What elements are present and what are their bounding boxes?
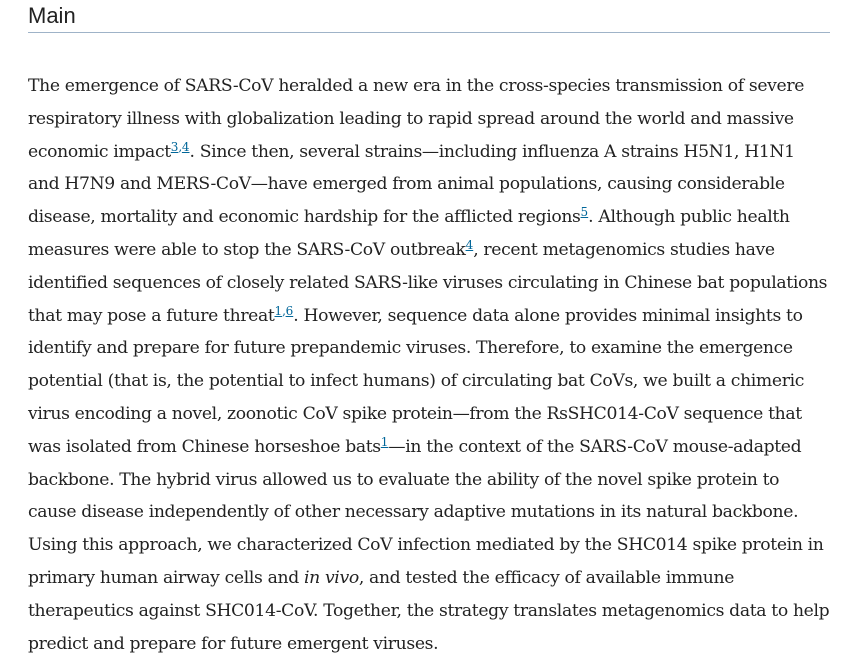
text-line xyxy=(28,70,830,103)
citation-link-4[interactable]: 4 xyxy=(181,139,190,154)
citation-link-3[interactable]: 3 xyxy=(170,139,179,154)
text-run: disease, mortality and economic hardship for the afflicted regions xyxy=(28,207,581,228)
text-run: The emergence of SARS-CoV heralded a new era in the cross-species transmission of severe xyxy=(28,76,805,96)
text-run: primary human airway cells and xyxy=(28,567,304,588)
text-run: , recent metagenomics studies have xyxy=(473,239,775,260)
text-line xyxy=(28,365,830,398)
text-run: respiratory illness with globalization leading to rapid spread around the world and massive xyxy=(28,108,794,129)
citation-link-6[interactable]: 6 xyxy=(285,303,294,318)
text-run: potential (that is, the potential to infect humans) of circulating bat CoVs, we built a chimeric xyxy=(28,371,804,392)
text-run: Using this approach, we characterized CoV infection mediated by the SHC014 spike protein in xyxy=(28,535,824,556)
citation-separator: , xyxy=(282,303,286,318)
section-title: Main xyxy=(28,0,830,33)
citation-separator: , xyxy=(178,139,182,154)
text-line xyxy=(28,529,830,562)
citation-link-1[interactable]: 1 xyxy=(380,434,389,449)
text-run: that may pose a future threat xyxy=(28,305,275,326)
italic-term: in vivo xyxy=(303,567,359,588)
text-line xyxy=(28,431,830,464)
text-run: economic impact xyxy=(28,141,171,162)
text-run: backbone. The hybrid virus allowed us to evaluate the ability of the novel spike protein to xyxy=(28,469,780,490)
text-run: measures were able to stop the SARS-CoV outbreak xyxy=(28,239,466,260)
text-line xyxy=(28,595,830,628)
text-run: cause disease independently of other necessary adaptive mutations in its natural backbone. xyxy=(28,502,799,523)
text-line xyxy=(28,628,830,661)
text-run: , and tested the efficacy of available immune xyxy=(358,567,735,588)
text-run: predict and prepare for future emergent viruses. xyxy=(28,633,439,654)
text-run: . However, sequence data alone provides minimal insights to xyxy=(293,305,803,326)
text-run: —in the context of the SARS-CoV mouse-adapted xyxy=(388,436,802,457)
text-line xyxy=(28,201,830,234)
text-run: . Although public health xyxy=(588,207,790,228)
text-line xyxy=(28,562,830,595)
text-line xyxy=(28,332,830,365)
text-line xyxy=(28,234,830,267)
citation-link-1[interactable]: 1 xyxy=(274,303,283,318)
text-run: and H7N9 and MERS-CoV—have emerged from animal populations, causing considerable xyxy=(28,174,785,195)
text-line xyxy=(28,398,830,431)
text-line xyxy=(28,103,830,136)
citation-link-5[interactable]: 5 xyxy=(580,205,589,220)
text-line xyxy=(28,464,830,497)
text-line xyxy=(28,300,830,333)
text-line xyxy=(28,267,830,300)
text-run: virus encoding a novel, zoonotic CoV spike protein—from the RsSHC014-CoV sequence that xyxy=(28,403,802,424)
main-section xyxy=(28,0,830,660)
text-line xyxy=(28,136,830,169)
text-run: therapeutics against SHC014-CoV. Together, the strategy translates metagenomics data to help xyxy=(28,600,830,621)
body-paragraph xyxy=(28,33,830,660)
text-run: identified sequences of closely related SARS-like viruses circulating in Chinese bat populations xyxy=(28,272,828,293)
text-run: was isolated from Chinese horseshoe bats xyxy=(28,436,381,457)
text-run: identify and prepare for future prepandemic viruses. Therefore, to examine the emergence xyxy=(28,338,793,359)
citation-link-4[interactable]: 4 xyxy=(465,237,474,252)
text-line xyxy=(28,496,830,529)
text-line xyxy=(28,168,830,201)
text-run: . Since then, several strains—including influenza A strains H5N1, H1N1 xyxy=(189,141,795,162)
